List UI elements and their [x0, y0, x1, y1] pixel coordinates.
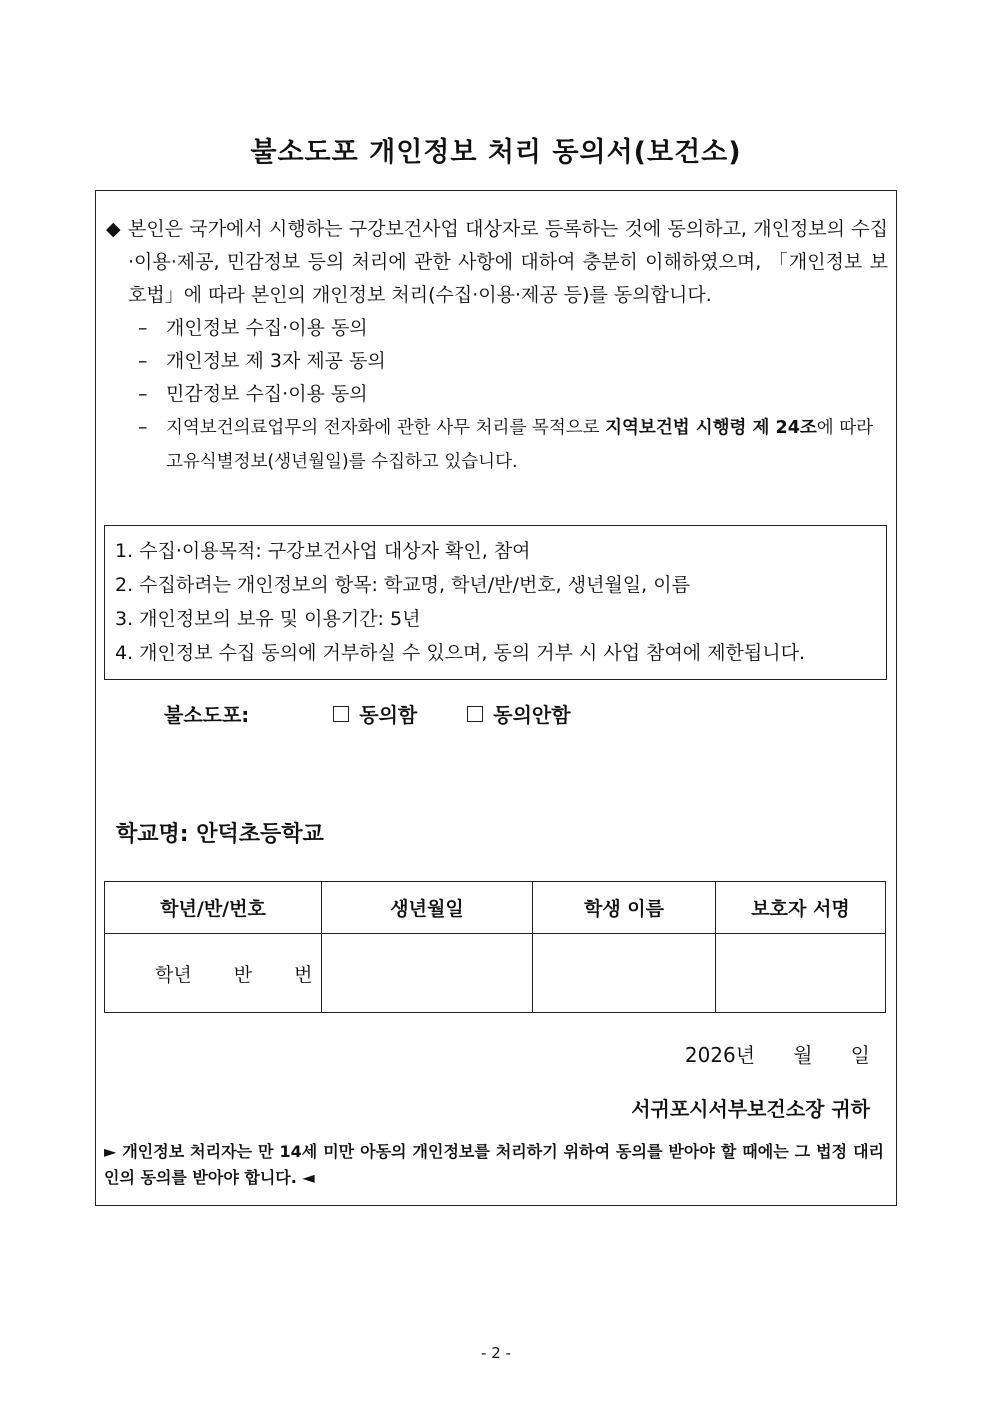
dash-icon: –	[138, 350, 148, 372]
bullet-third-party: 개인정보 제 3자 제공 동의	[166, 350, 386, 372]
list-item	[106, 378, 888, 411]
purpose-item: 4. 개인정보 수집 동의에 거부하실 수 있으며, 동의 거부 시 사업 참여에 제한됩니다.	[115, 642, 806, 664]
header-guardian-signature: 보호자 서명	[716, 882, 886, 934]
table-header-row	[105, 882, 886, 934]
grade-class-number-cell[interactable]	[105, 934, 322, 1013]
consent-form-frame	[95, 190, 897, 1206]
purpose-item: 2. 수집하려는 개인정보의 항목: 학교명, 학년/반/번호, 생년월일, 이름	[115, 574, 690, 596]
class-unit: 반	[233, 963, 253, 986]
header-student-name: 학생 이름	[533, 882, 716, 934]
student-name-cell[interactable]	[533, 934, 716, 1013]
agree-label: 동의함	[359, 703, 418, 727]
purpose-item: 1. 수집·이용목적: 구강보건사업 대상자 확인, 참여	[115, 540, 531, 562]
header-birthdate: 생년월일	[322, 882, 533, 934]
list-item	[106, 312, 888, 345]
dash-icon: –	[138, 416, 148, 438]
disagree-option[interactable]	[467, 699, 570, 728]
date-line: 2026년 월 일	[684, 1043, 870, 1067]
page-number: - 2 -	[481, 1344, 511, 1362]
consent-row	[164, 699, 571, 728]
consent-label: 불소도포:	[164, 703, 250, 727]
purpose-box	[104, 525, 887, 680]
intro-text: 본인은 국가에서 시행하는 구강보건사업 대상자로 등록하는 것에 동의하고, 개인정보의 수집·이용·제공, 민감정보 등의 처리에 관한 사항에 대하여 충분히 이해하였으며, 「개인정보 보호법」에 따라 본인의 개인정보 처리(수집·이용·제공 등)를 동의합니다.	[128, 218, 888, 306]
disagree-label: 동의안함	[493, 703, 571, 727]
guardian-note: ► 개인정보 처리자는 만 14세 미만 아동의 개인정보를 처리하기 위하여 동의를 받아야 할 때에는 그 법정 대리인의 동의를 받아야 합니다. ◄	[104, 1142, 884, 1187]
bullet-sensitive-info: 민감정보 수집·이용 동의	[166, 383, 368, 405]
agree-checkbox[interactable]	[333, 706, 349, 722]
table-row	[105, 934, 886, 1013]
school-name: 학교명: 안덕초등학교	[116, 822, 324, 847]
intro-paragraph	[106, 213, 888, 312]
dash-icon: –	[138, 383, 148, 405]
diamond-bullet-icon: ◆	[106, 218, 121, 240]
agree-option[interactable]	[333, 699, 417, 728]
number-unit: 번	[294, 963, 313, 986]
disagree-checkbox[interactable]	[467, 706, 483, 722]
bullet-legal-basis	[138, 411, 888, 479]
legal-basis-bold: 지역보건법 시행령 제 24조	[605, 418, 817, 438]
legal-basis-pre: 지역보건의료업무의 전자화에 관한 사무 처리를 목적으로	[166, 418, 606, 438]
list-item	[106, 345, 888, 378]
legal-basis-post: 에 따라 고유식별정보(생년월일)를 수집하고 있습니다.	[166, 418, 874, 472]
guardian-signature-cell[interactable]	[716, 934, 886, 1013]
document-title: 불소도포 개인정보 처리 동의서(보건소)	[250, 137, 742, 168]
list-item	[106, 411, 888, 479]
birthdate-cell[interactable]	[322, 934, 533, 1013]
bullet-collect-use: 개인정보 수집·이용 동의	[166, 317, 368, 339]
grade-unit: 학년	[155, 963, 192, 986]
intro-section	[106, 213, 888, 479]
purpose-item: 3. 개인정보의 보유 및 이용기간: 5년	[115, 608, 421, 630]
dash-icon: –	[138, 317, 148, 339]
student-table	[104, 881, 886, 1013]
recipient: 서귀포시서부보건소장 귀하	[631, 1097, 870, 1121]
header-grade-class-number: 학년/반/번호	[105, 882, 322, 934]
